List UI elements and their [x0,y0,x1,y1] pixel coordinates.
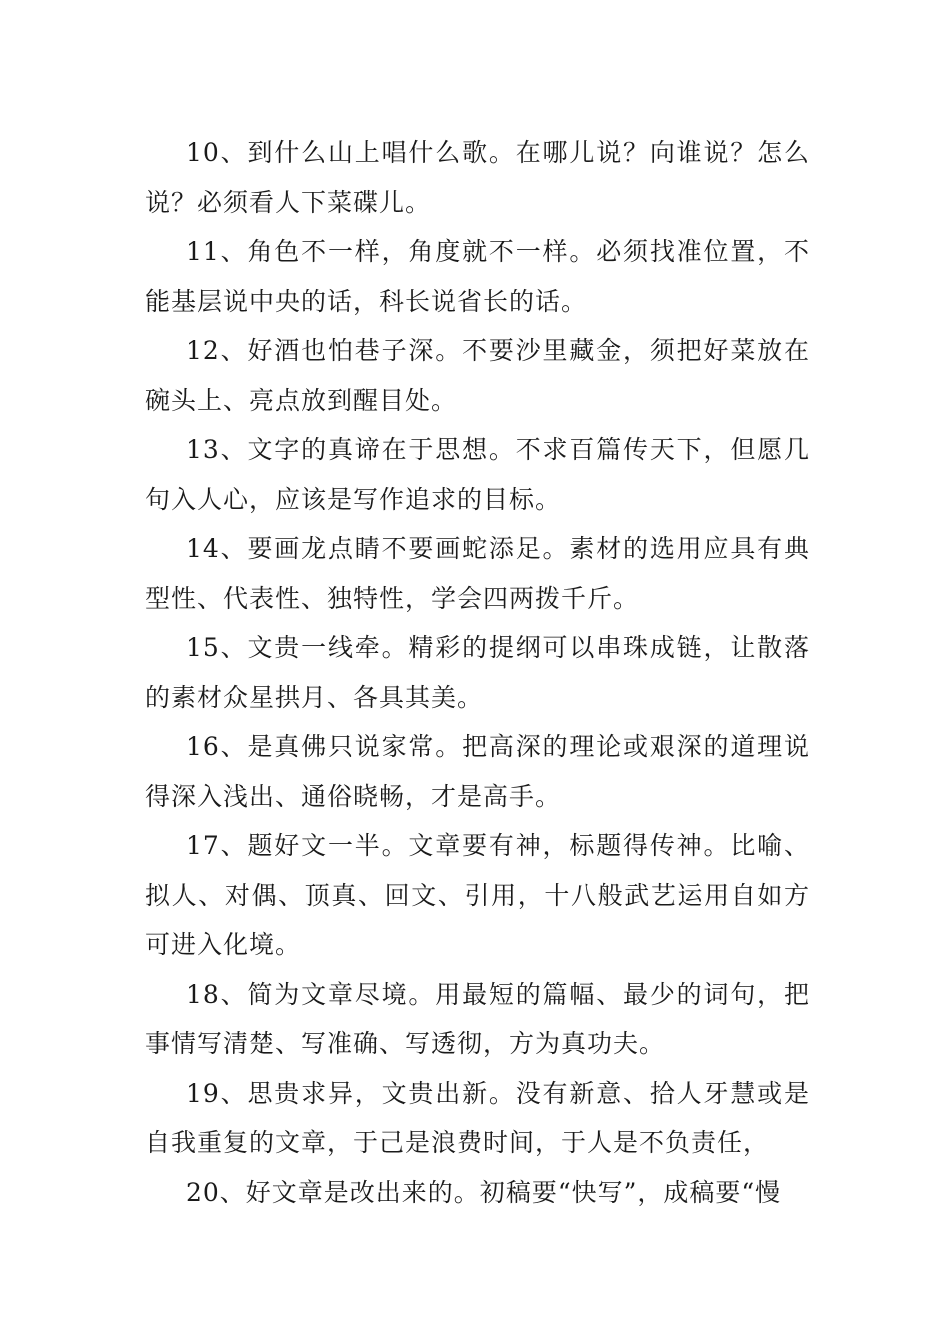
paragraph-13: 13、文字的真谛在于思想。不求百篇传天下，但愿几句入人心，应该是写作追求的目标。 [145,435,810,514]
paragraph-20: 20、好文章是改出来的。初稿要“快写”，成稿要“慢 [186,1177,782,1207]
paragraph-14: 14、要画龙点睛不要画蛇添足。素材的选用应具有典型性、代表性、独特性，学会四两拨千斤。 [145,534,810,613]
paragraph-12: 12、好酒也怕巷子深。不要沙里藏金，须把好菜放在碗头上、亮点放到醒目处。 [145,336,810,415]
paragraph-11: 11、角色不一样，角度就不一样。必须找准位置，不能基层说中央的话，科长说省长的话。 [145,237,810,316]
paragraph-17: 17、题好文一半。文章要有神，标题得传神。比喻、拟人、对偶、顶真、回文、引用，十八般武艺运用自如方可进入化境。 [145,831,810,959]
paragraph-10: 10、到什么山上唱什么歌。在哪儿说？向谁说？怎么说？必须看人下菜碟儿。 [145,138,810,217]
paragraph-15: 15、文贵一线牵。精彩的提纲可以串珠成链，让散落的素材众星拱月、各具其美。 [145,633,810,712]
paragraph-16: 16、是真佛只说家常。把高深的理论或艰深的道理说得深入浅出、通俗晓畅，才是高手。 [145,732,810,811]
paragraph-18: 18、简为文章尽境。用最短的篇幅、最少的词句，把事情写清楚、写准确、写透彻，方为真功夫。 [145,979,810,1058]
document-body [145,128,810,1217]
paragraph-19: 19、思贵求异，文贵出新。没有新意、拾人牙慧或是自我重复的文章，于己是浪费时间，于人是不负责任， [145,1078,810,1157]
